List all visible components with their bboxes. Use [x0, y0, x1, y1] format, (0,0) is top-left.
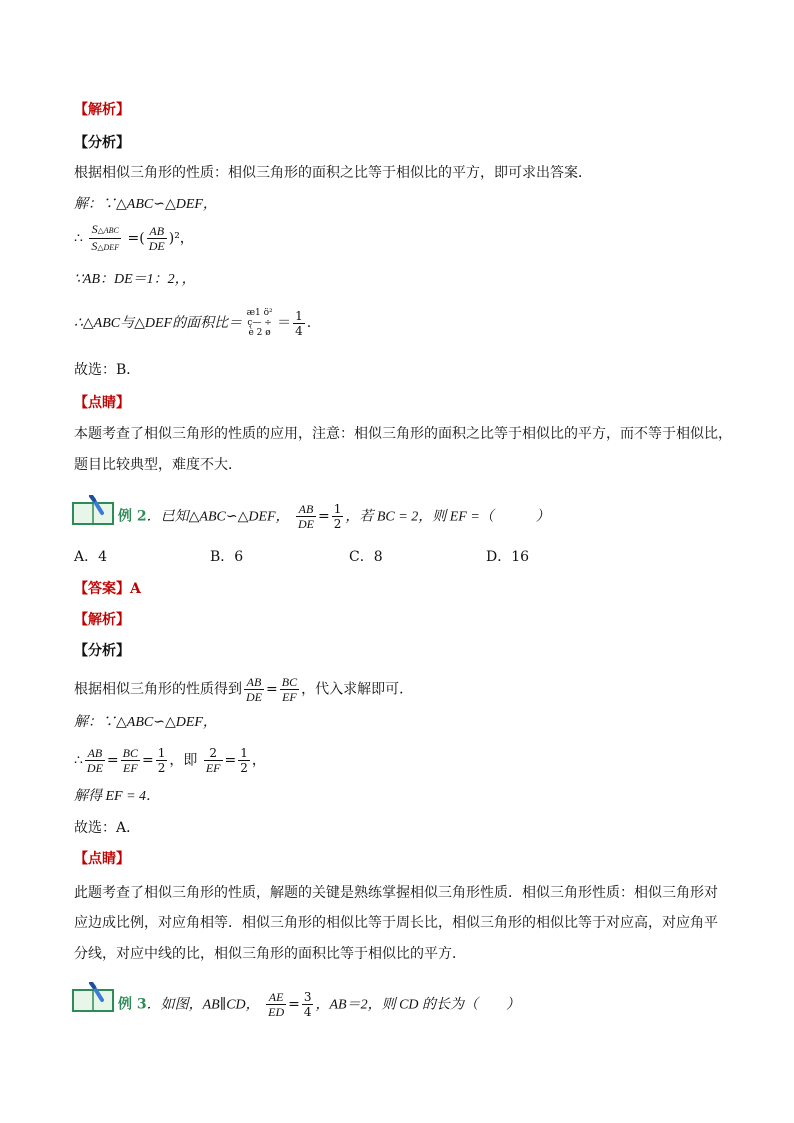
- choose-answer-2: 故选：A．: [74, 820, 141, 836]
- equals: =: [318, 508, 330, 525]
- analysis-heading-2: 【解析】: [74, 612, 130, 628]
- frac-den: 4: [295, 323, 303, 338]
- frac-den: DE: [148, 239, 165, 253]
- dianjing-text-2-line2: 应边成比例，对应角相等．相似三角形的相似比等于周长比，相似三角形的相似比等于对应高，对应角平: [74, 915, 718, 931]
- frac-num: AB: [147, 224, 167, 239]
- dianjing-text-1-line1: 本题考查了相似三角形的性质的应用，注意：相似三角形的面积之比等于相似比的平方，而不等于相似比，: [74, 426, 732, 442]
- fenxi-text-2: [74, 675, 413, 704]
- ab-de-fraction: [147, 224, 167, 253]
- denominator: S: [91, 239, 98, 253]
- garble-bot: è 2 ø: [248, 328, 271, 338]
- dianjing-text-2-line3: 分线，对应中线的比，相似三角形的面积比等于相似比的平方．: [74, 946, 466, 962]
- example-2-text-a: ．已知△ABC∽△DEF，: [146, 509, 290, 525]
- solution2-line3: 解得 EF = 4．: [74, 789, 161, 804]
- half-fraction: [332, 502, 344, 531]
- example-2-text-b: ，若 BC = 2，则 EF =（ ）: [345, 509, 550, 525]
- solution1-line2: [74, 222, 194, 255]
- example-3: [118, 990, 520, 1019]
- ji-text: ，即: [169, 752, 198, 769]
- ae-ed-fraction: [266, 990, 286, 1019]
- half-fraction-2: [238, 746, 250, 775]
- frac-num: 1: [295, 308, 303, 323]
- dianjing-heading-1: 【点睛】: [74, 395, 130, 411]
- analysis-heading-1: 【解析】: [74, 102, 130, 118]
- frac-den: 2: [157, 761, 166, 775]
- dianjing-heading-2: 【点睛】: [74, 851, 130, 867]
- solution1-line3: ∵AB：DE＝1：2，，: [74, 272, 196, 287]
- fenxi2-text-b: ，代入求解即可．: [301, 681, 414, 698]
- therefore-symbol: ∴: [74, 230, 83, 247]
- frac-num: AE: [266, 990, 286, 1005]
- one-quarter-fraction: [293, 309, 305, 338]
- frac-num: 1: [157, 746, 166, 760]
- three-quarter-fraction: [302, 990, 314, 1019]
- frac-den: DE: [246, 690, 262, 704]
- fenxi-text-1: 根据相似三角形的性质：相似三角形的面积之比等于相似比的平方，即可求出答案．: [74, 165, 592, 181]
- frac-den: 2: [240, 761, 248, 775]
- frac-num: 1: [240, 746, 248, 760]
- numerator: S: [91, 222, 98, 236]
- equals: =: [266, 681, 278, 698]
- equals: =: [288, 996, 300, 1013]
- frac-den: EF: [205, 761, 221, 775]
- area-ratio-fraction: [89, 222, 121, 255]
- example-3-label: 例 3: [118, 996, 147, 1013]
- frac-num: 2: [204, 746, 223, 761]
- fenxi2-text-a: 根据相似三角形的性质得到: [74, 681, 242, 698]
- square-suffix: )²，: [168, 230, 194, 247]
- frac-num: 1: [333, 502, 342, 516]
- solution1-line4: [74, 308, 311, 338]
- frac-num: AB: [85, 746, 105, 761]
- denominator-sub: △DEF: [97, 243, 120, 252]
- half-fraction: [156, 746, 168, 775]
- frac-num: BC: [122, 746, 138, 760]
- example-3-text-a: ．如图，AB∥CD，: [146, 997, 260, 1013]
- ab-de-fraction: [296, 502, 316, 531]
- solution2-line1: 解：∵△ABC∽△DEF，: [74, 715, 217, 730]
- example-2: [118, 502, 550, 531]
- comma: ，: [251, 752, 266, 769]
- period: .: [306, 315, 312, 331]
- frac-num: AB: [244, 675, 264, 690]
- frac-num: AB: [296, 502, 316, 517]
- dianjing-text-1-line2: 题目比较典型，难度不大．: [74, 457, 242, 473]
- answer-2-text: 【答案】A: [74, 581, 141, 597]
- choose-answer-1: 故选：B．: [74, 362, 141, 378]
- frac-den: 2: [333, 517, 342, 531]
- frac-den: EF: [282, 690, 297, 704]
- frac-den: 4: [303, 1005, 312, 1019]
- option-c[interactable]: C．8: [349, 549, 383, 565]
- frac-den: DE: [86, 761, 103, 775]
- bc-ef-fraction: [121, 746, 140, 775]
- garble-top: æ1 ö²: [246, 308, 273, 318]
- garbled-expression: [247, 308, 273, 338]
- area-ratio-text: ∴△ABC与△DEF的面积比＝: [74, 316, 243, 331]
- frac-den: ED: [268, 1005, 285, 1019]
- solution2-line2: ∴ $\frac{AB}{DE}$ = $\frac{BC}{EF}$ = $\frac{1}{2}$ ，即 $\frac{2}{EF}$ = $\frac{1}{2}$ ，: [74, 746, 266, 775]
- frac-num: 3: [303, 990, 312, 1004]
- ab-de-fraction: [85, 746, 105, 775]
- option-b[interactable]: B．6: [210, 549, 244, 565]
- frac-den: EF: [122, 761, 138, 775]
- two-ef-fraction: [204, 746, 223, 775]
- numerator-sub: △ABC: [97, 226, 119, 235]
- dianjing-text-2-line1: 此题考查了相似三角形的性质，解题的关键是熟练掌握相似三角形性质．相似三角形性质：相似三角形对: [74, 885, 718, 901]
- option-a[interactable]: A．4: [74, 549, 108, 565]
- example-2-label: 例 2: [118, 508, 147, 525]
- book-pen-icon: [72, 495, 114, 525]
- frac-den: DE: [298, 517, 314, 531]
- fenxi-heading-2: 【分析】: [74, 643, 130, 659]
- equals: =(: [127, 230, 145, 247]
- ab-de-fraction: [244, 675, 264, 704]
- solution1-line1: 解：∵△ABC∽△DEF，: [74, 197, 217, 212]
- therefore-symbol: ∴: [74, 752, 83, 769]
- bc-ef-fraction: [280, 675, 299, 704]
- option-d[interactable]: D．16: [486, 549, 530, 565]
- example-3-text-b: ，AB＝2，则 CD 的长为（ ）: [315, 997, 521, 1013]
- garble-mid: ç— ÷: [247, 318, 272, 328]
- fenxi-heading-1: 【分析】: [74, 135, 130, 151]
- frac-num: BC: [281, 675, 298, 689]
- book-pen-icon: [72, 982, 114, 1012]
- equals: ＝: [277, 315, 292, 331]
- answer-2: [74, 579, 141, 599]
